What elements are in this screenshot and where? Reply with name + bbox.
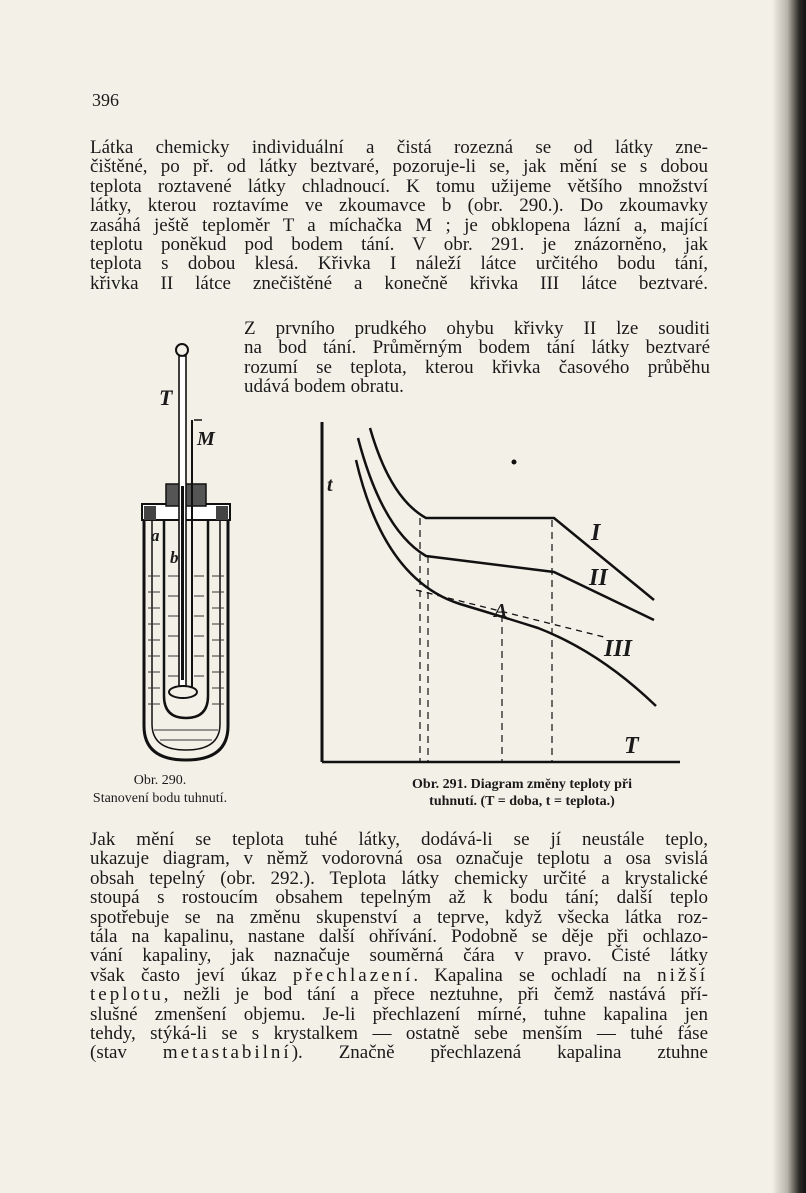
fig291-label-I: I	[591, 520, 601, 546]
figure-291-diagram	[310, 410, 680, 780]
fig291-caption-line1: Obr. 291. Diagram změny teploty při	[412, 777, 632, 792]
text-line: látky, kterou roztavíme ve zkoumavce b (obr. 290.). Do zkoumavky	[90, 195, 708, 217]
fig290-label-a: a	[151, 526, 160, 545]
text-line: čištěné, po př. od látky beztvaré, pozoruje-li se, jak mění se s dobou	[90, 156, 708, 178]
text-line: Z prvního prudkého ohybu křivky II lze souditi	[244, 318, 710, 339]
text-line: rozumí se teplota, kterou křivka časového průběhu	[244, 356, 710, 378]
fig290-caption-title: Obr. 290.	[133, 773, 187, 788]
text-line: Látka chemicky individuální a čistá rozezná se od látky zne-	[90, 137, 708, 158]
fig290-label-b: b	[170, 548, 179, 567]
text-line: udává bodem obratu.	[244, 376, 404, 398]
text-line: slušné zmenšení objemu. Je-li přechlazení mírné, tuhne kapalina jen	[90, 1003, 708, 1025]
text-line: ukazuje diagram, v němž vodorovná osa označuje teplotu a osa svislá	[90, 848, 708, 870]
text-line: obsah tepelný (obr. 292.). Teplota látky chemicky určité a krystalické	[90, 867, 708, 889]
text-line: Jak mění se teplota tuhé látky, dodává-li se jí neustále teplo,	[90, 829, 708, 850]
fig291-caption-line2: tuhnutí. (T = doba, t = teplota.)	[429, 794, 615, 809]
text-line: však často jeví úkaz přechlazení. Kapalina se ochladí na nižší	[90, 964, 708, 986]
text-line: teplotu, nežli je bod tání a přece neztuhne, při čemž nastává pří-	[90, 984, 708, 1006]
paragraph-2-tail	[90, 966, 708, 1063]
book-binding-shadow	[772, 0, 806, 1193]
text-line: na bod tání. Průměrným bodem tání látky beztvaré	[244, 337, 710, 359]
text-line: zasáhá ještě teploměr T a míchačka M ; je obklopena lázní a, mající	[90, 214, 708, 236]
fig291-label-T: T	[624, 733, 639, 759]
fig290-label-M: M	[197, 428, 215, 450]
text-line: tála na kapalinu, nastane další ohřívání. Podobně se děje při ochlazo-	[90, 926, 708, 948]
fig291-label-III: III	[604, 636, 633, 662]
figure-290-apparatus	[130, 336, 250, 776]
paragraph-1	[90, 138, 708, 293]
text-line: teplota roztavené látky chladnoucí. K tomu užijeme většího množství	[90, 175, 708, 197]
paragraph-2	[90, 830, 708, 966]
fig290-label-T: T	[159, 385, 173, 410]
text-line: tehdy, stýká-li se s krystalkem — ostatně sebe menším — tuhé fáse	[90, 1023, 708, 1045]
fig291-label-t: t	[327, 474, 333, 496]
text-line: teplota s dobou klesá. Křivka I náleží látce určitého bodu tání,	[90, 253, 708, 275]
text-line: (stav metastabilní). Značně přechlazená kapalina ztuhne	[90, 1042, 708, 1064]
paragraph-1-wrap	[244, 319, 710, 397]
text-line: křivka II látce znečištěné a konečně křivka III látce beztvaré.	[90, 272, 708, 294]
text-line: teplotu poněkud pod bodem tání. V obr. 291. je znázorněno, jak	[90, 234, 708, 256]
fig291-label-A: A	[494, 600, 508, 622]
fig291-label-II: II	[589, 565, 608, 591]
fig290-caption-text: Stanovení bodu tuhnutí.	[92, 791, 228, 806]
curve-II	[358, 438, 654, 620]
text-line: stoupá s rostoucím obsahem tepelným až k bodu tání; další teplo	[90, 887, 708, 909]
text-line: spotřebuje se na změnu skupenství a teprve, když všecka látka roz-	[90, 906, 708, 928]
text-line: vání kapaliny, jak naznačuje souměrná čára v pravo. Čisté látky	[90, 945, 708, 967]
page-number: 396	[92, 90, 119, 110]
